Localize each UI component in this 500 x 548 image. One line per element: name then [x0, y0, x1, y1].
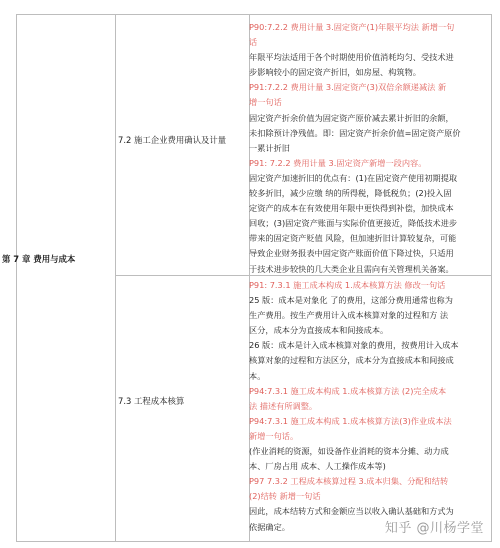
watermark: 知乎 @川杨学堂 [384, 521, 484, 536]
section-title-7-3: 7.3 工程成本核算 [118, 396, 185, 406]
section-content-7-3 [249, 278, 471, 535]
change-note-line: P91: 7.3.1 施工成本构成 1.成本核算方法 修改一句话 [249, 280, 446, 290]
body-text-line: 回收；(3)固定资产账面与实际价值更接近，降低技术进步 [249, 218, 458, 229]
body-text-line: 本、厂房占用 成本、人工操作成本等) [249, 461, 386, 472]
change-note-line: P97 7.3.2 工程成本核算过程 3.成本归集、分配和结转 [249, 476, 449, 487]
body-text-line: 年限平均法适用于各个时期使用价值消耗均匀、受技术进 [249, 52, 454, 63]
body-text-line: (作业消耗的资源，如设备作业消耗的资本分摊、动力成 [249, 446, 449, 457]
body-text-line: 定资产的成本在有效使用年限中更快得到补偿，加快成本 [249, 203, 454, 214]
change-note-line: 法 描述有所调整。 [249, 400, 318, 411]
change-note-line: P91:7.2.2 费用计量 3.固定资产(3)双倍余额递减法 新 [249, 82, 447, 93]
change-note-line: 增一句话 [249, 97, 282, 108]
section-title-7-2: 7.2 施工企业费用确认及计量 [118, 135, 227, 145]
section-content-7-2 [249, 20, 471, 277]
body-text-line: 区分，成本分为直接成本和间接成本。 [249, 325, 389, 336]
change-note-line: P94:7.3.1 施工成本构成 1.成本核算方法 (2)完全成本 [249, 385, 447, 396]
body-text-line: 带来的固定资产贬值 风险，但加速折旧计算较复杂，可能 [249, 233, 457, 244]
body-text-line: 导致企业财务报表中固定资产账面价值下降过快，只适用 [249, 248, 454, 259]
body-text-line: 固定资产折余价值为固定资产原价减去累计折旧的余额， [249, 112, 454, 123]
body-text-line: 于技术进步较快的几大类企业且需向有关管理机关备案。 [249, 263, 454, 274]
change-note-line: 话 [249, 37, 258, 48]
change-note-line: 新增一句话。 [249, 430, 299, 441]
body-text-line: 未扣除预计净残值。即：固定资产折余价值=固定资产原价 [249, 127, 461, 138]
body-text-line: 本。 [249, 370, 266, 381]
body-text-line: 核算对象的过程和方法区分，成本分为直接成本和间接成 [249, 355, 454, 366]
body-text-line: 步影响较小的固定资产折旧，如房屋、构筑物。 [249, 67, 421, 78]
change-note-line: P91: 7.2.2 费用计量 3.固定资产新增一段内容。 [249, 157, 427, 168]
body-text-line: 依据确定。 [249, 521, 290, 532]
body-text-line: 生产费用。按生产费用计入成本核算对象的过程和方 法 [249, 310, 449, 321]
body-text-line: 一累计折旧 [249, 142, 290, 153]
change-note-line: P90:7.2.2 费用计量 3.固定资产(1)年限平均法 新增一句 [249, 22, 455, 32]
chapter-title: 第 7 章 费用与成本 [2, 254, 76, 264]
body-text-line: 较多折旧，减少应缴 纳的所得税，降低税负；(2)投入固 [249, 188, 452, 199]
body-text-line: 因此，成本结转方式和金额应当以收入确认基础和方式为 [249, 506, 454, 517]
change-note-line: P94:7.3.1 施工成本构成 1.成本核算方法(3)作业成本法 [249, 415, 452, 426]
body-text-line: 25 版：成本是对象化 了的费用，这部分费用通常也称为 [249, 295, 453, 306]
body-text-line: 固定资产加速折旧的优点有：(1)在固定资产使用初期提取 [249, 172, 458, 183]
body-text-line: 26 版：成本是计入成本核算对象的费用，按费用计入成本 [249, 340, 459, 351]
change-note-line: (2)结转 新增一句话 [249, 491, 321, 502]
column-divider [115, 15, 116, 541]
